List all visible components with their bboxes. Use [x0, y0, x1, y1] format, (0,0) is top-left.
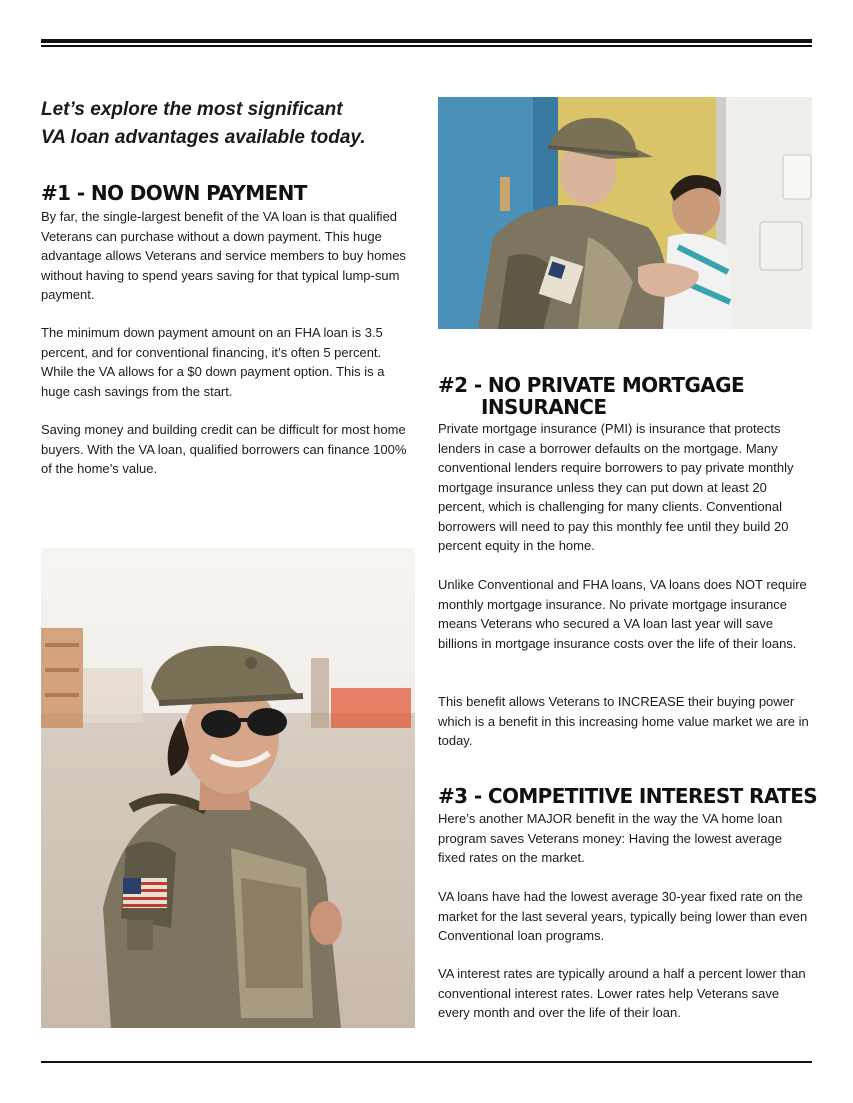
photo-smiling-soldier-sunglasses	[41, 548, 415, 1028]
section-2-heading	[438, 374, 812, 418]
section-1-paragraph-1: By far, the single-largest benefit of the VA loan is that qualified Veterans can purchase without a down payment. This huge advantage allows Veterans and service members to buy homes without having to spend years saving for that typical lump-sum payment.	[41, 209, 406, 302]
photo-soldier-holding-child	[438, 97, 812, 329]
intro-heading	[41, 96, 421, 152]
photo-smiling-soldier-sunglasses-image	[41, 548, 415, 1028]
section-3-heading: #3 - COMPETITIVE INTEREST RATES	[438, 784, 818, 808]
section-3-paragraph-1: Here’s another MAJOR benefit in the way the VA home loan program saves Veterans money: Having the lowest average fixed rates on the market.	[438, 811, 783, 865]
section-1-paragraph-3: Saving money and building credit can be difficult for most home buyers. With the VA loan, qualified borrowers can finance 100% of the home’s value.	[41, 422, 407, 476]
section-2-heading-line-2: INSURANCE	[481, 395, 607, 419]
section-3-paragraph-3: VA interest rates are typically around a half a percent lower than conventional interest rates. Lower rates help Veterans save every month and over the life of their loan.	[438, 966, 806, 1020]
section-2-paragraph-2: Unlike Conventional and FHA loans, VA loans does NOT require monthly mortgage insurance. No private mortgage insurance means Veterans who secured a VA loan last year will save billions in mortgage insurance costs over the life of their loans.	[438, 577, 807, 651]
intro-line-2: VA loan advantages available today.	[41, 127, 366, 148]
section-2-heading-line-1: #2 - NO PRIVATE MORTGAGE	[438, 373, 745, 397]
photo-soldier-holding-child-image	[438, 97, 812, 329]
section-1-heading: #1 - NO DOWN PAYMENT	[41, 181, 307, 205]
section-2-paragraph-1: Private mortgage insurance (PMI) is insurance that protects lenders in case a borrower defaults on the mortgage. Many conventional lenders require borrowers to pay private monthly mortgage insurance unless they can put down at least 20 percent, which is challenging for many clients. Conventional borrowers will need to pay this monthly fee until they build 20 percent equity in the home.	[438, 421, 794, 553]
section-1-paragraph-2: The minimum down payment amount on an FHA loan is 3.5 percent, and for conventional financing, it’s often 5 percent. While the VA allows for a $0 down payment option. This is a huge cash savings from the start.	[41, 325, 385, 399]
top-rule-thin	[41, 45, 812, 47]
section-3-paragraph-2: VA loans have had the lowest average 30-year fixed rate on the market for the last several years, typically being lower than even Conventional loan programs.	[438, 889, 808, 943]
intro-line-1: Let’s explore the most significant	[41, 99, 343, 120]
bottom-rule	[41, 1061, 812, 1063]
top-rule-thick	[41, 39, 812, 43]
section-2-paragraph-3: This benefit allows Veterans to INCREASE their buying power which is a benefit in this increasing home value market we are in today.	[438, 694, 809, 748]
